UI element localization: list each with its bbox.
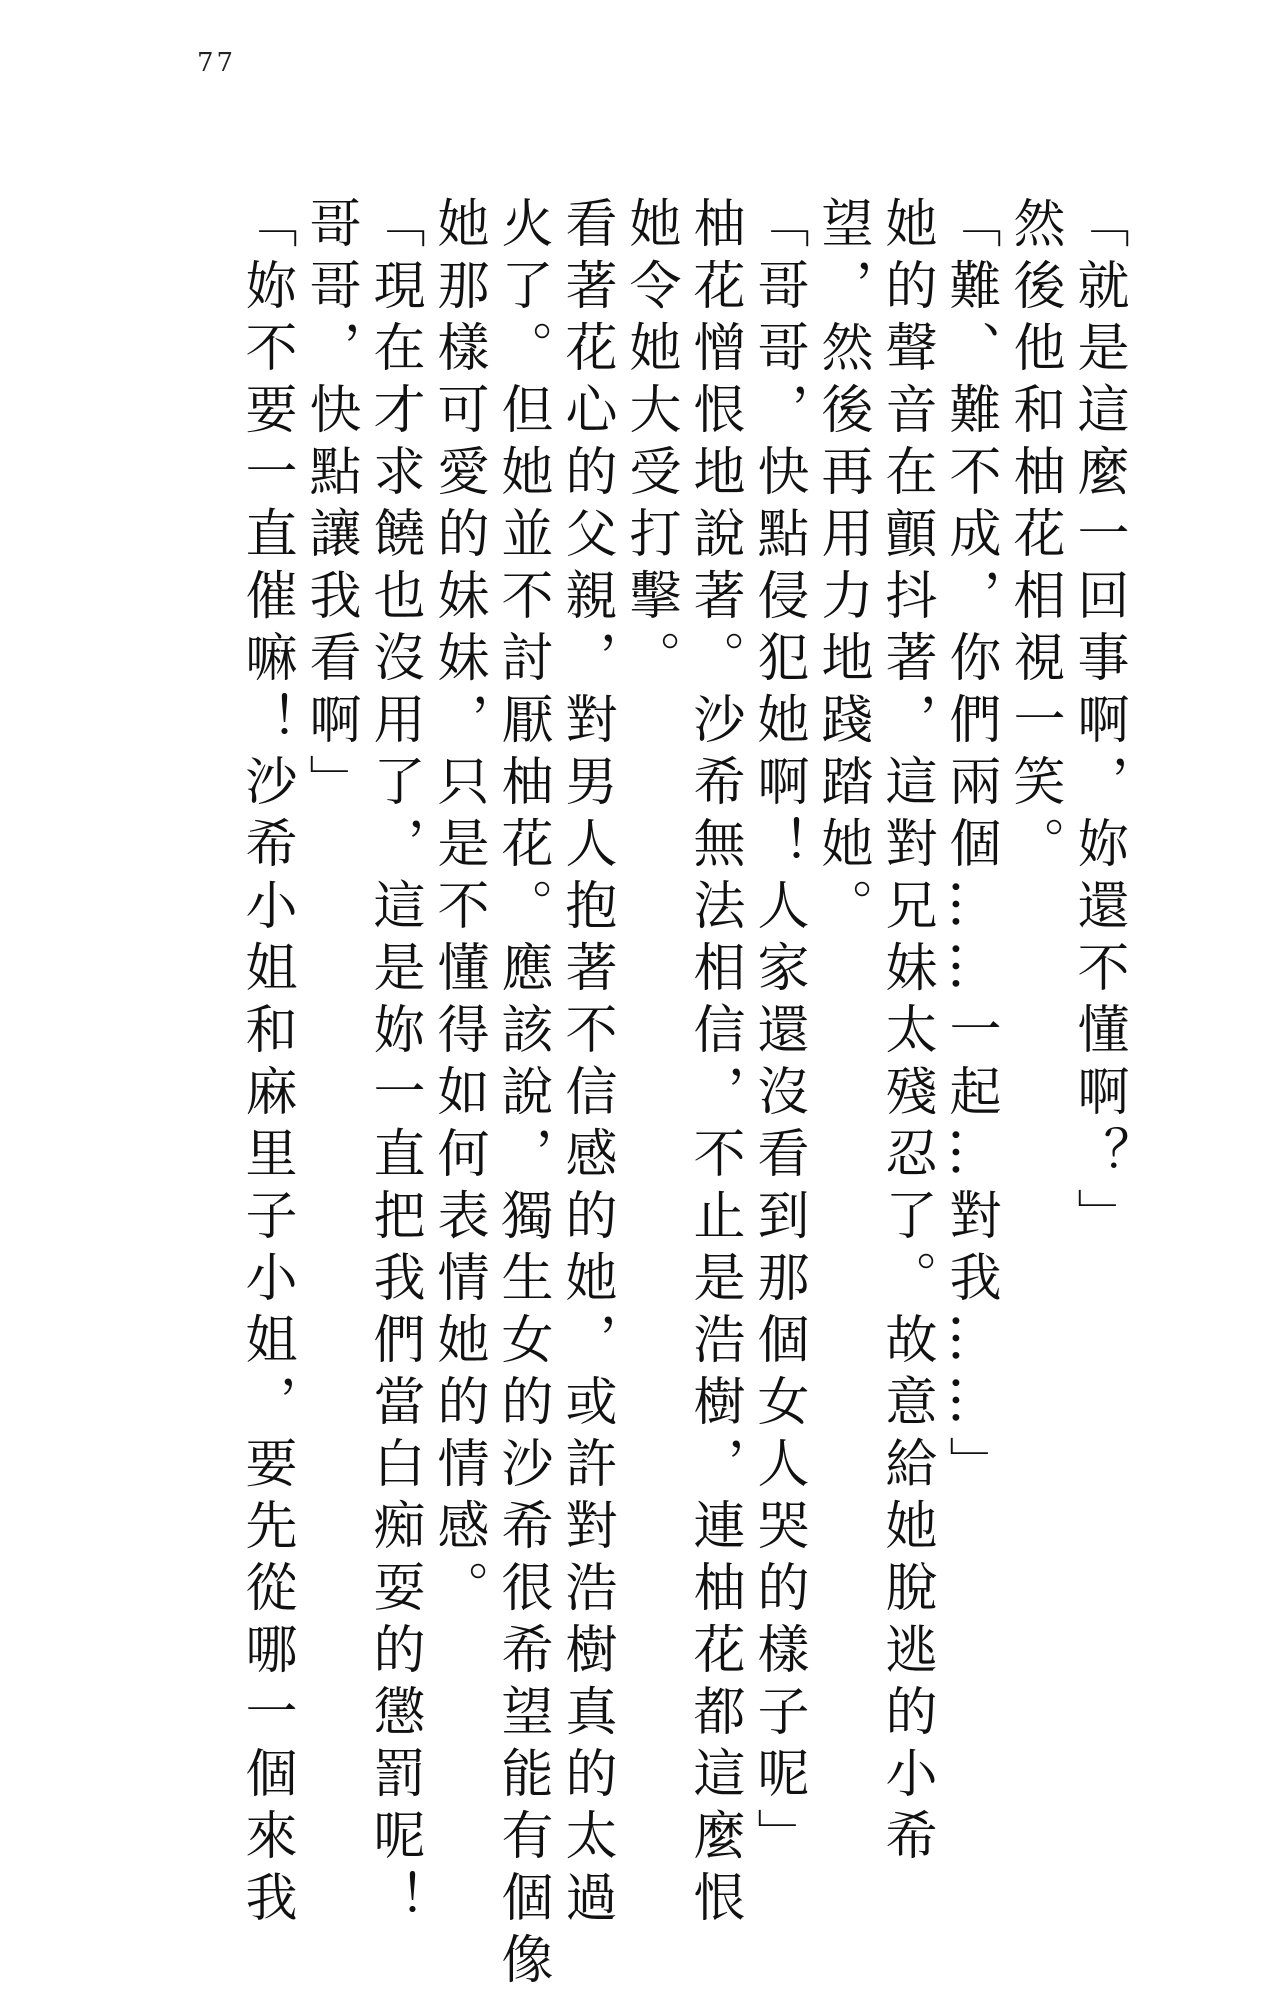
vertical-text-block [150,196,1130,1994]
text-line-4: 她的聲音在顫抖著，這對兄妹太殘忍了。故意給她脫逃的小希 [876,196,936,1870]
text-line-11: 她那樣可愛的妹妹，只是不懂得如何表情她的情感。 [428,196,488,1622]
text-line-7: 柚花憎恨地說著。沙希無法相信，不止是浩樹，連柚花都這麼恨 [684,196,744,1932]
text-line-6: 「哥哥，快點侵犯她啊！人家還沒看到那個女人哭的樣子呢」 [748,196,808,1870]
text-line-12: 「現在才求饒也沒用了，這是妳一直把我們當白痴耍的懲罰呢！ [364,196,424,1932]
text-line-3: 「難、難不成，你們兩個……一起…對我……」 [940,196,1000,1498]
page-number: 77 [197,48,237,78]
text-line-9: 看著花心的父親，對男人抱著不信感的她，或許對浩樹真的太過 [556,196,616,1932]
text-line-10: 火了。但她並不討厭柚花。應該說，獨生女的沙希很希望能有個像 [492,196,552,1994]
text-line-2: 然後他和柚花相視一笑。 [1004,196,1064,878]
text-line-8: 她令她大受打擊。 [620,196,680,692]
text-line-14: 「妳不要一直催嘛！沙希小姐和麻里子小姐，要先從哪一個來我 [236,196,296,1932]
text-line-5: 望，然後再用力地踐踏她。 [812,196,872,940]
text-line-1: 「就是這麼一回事啊，妳還不懂啊？」 [1068,196,1128,1250]
text-line-13: 哥哥，快點讓我看啊」 [300,196,360,816]
